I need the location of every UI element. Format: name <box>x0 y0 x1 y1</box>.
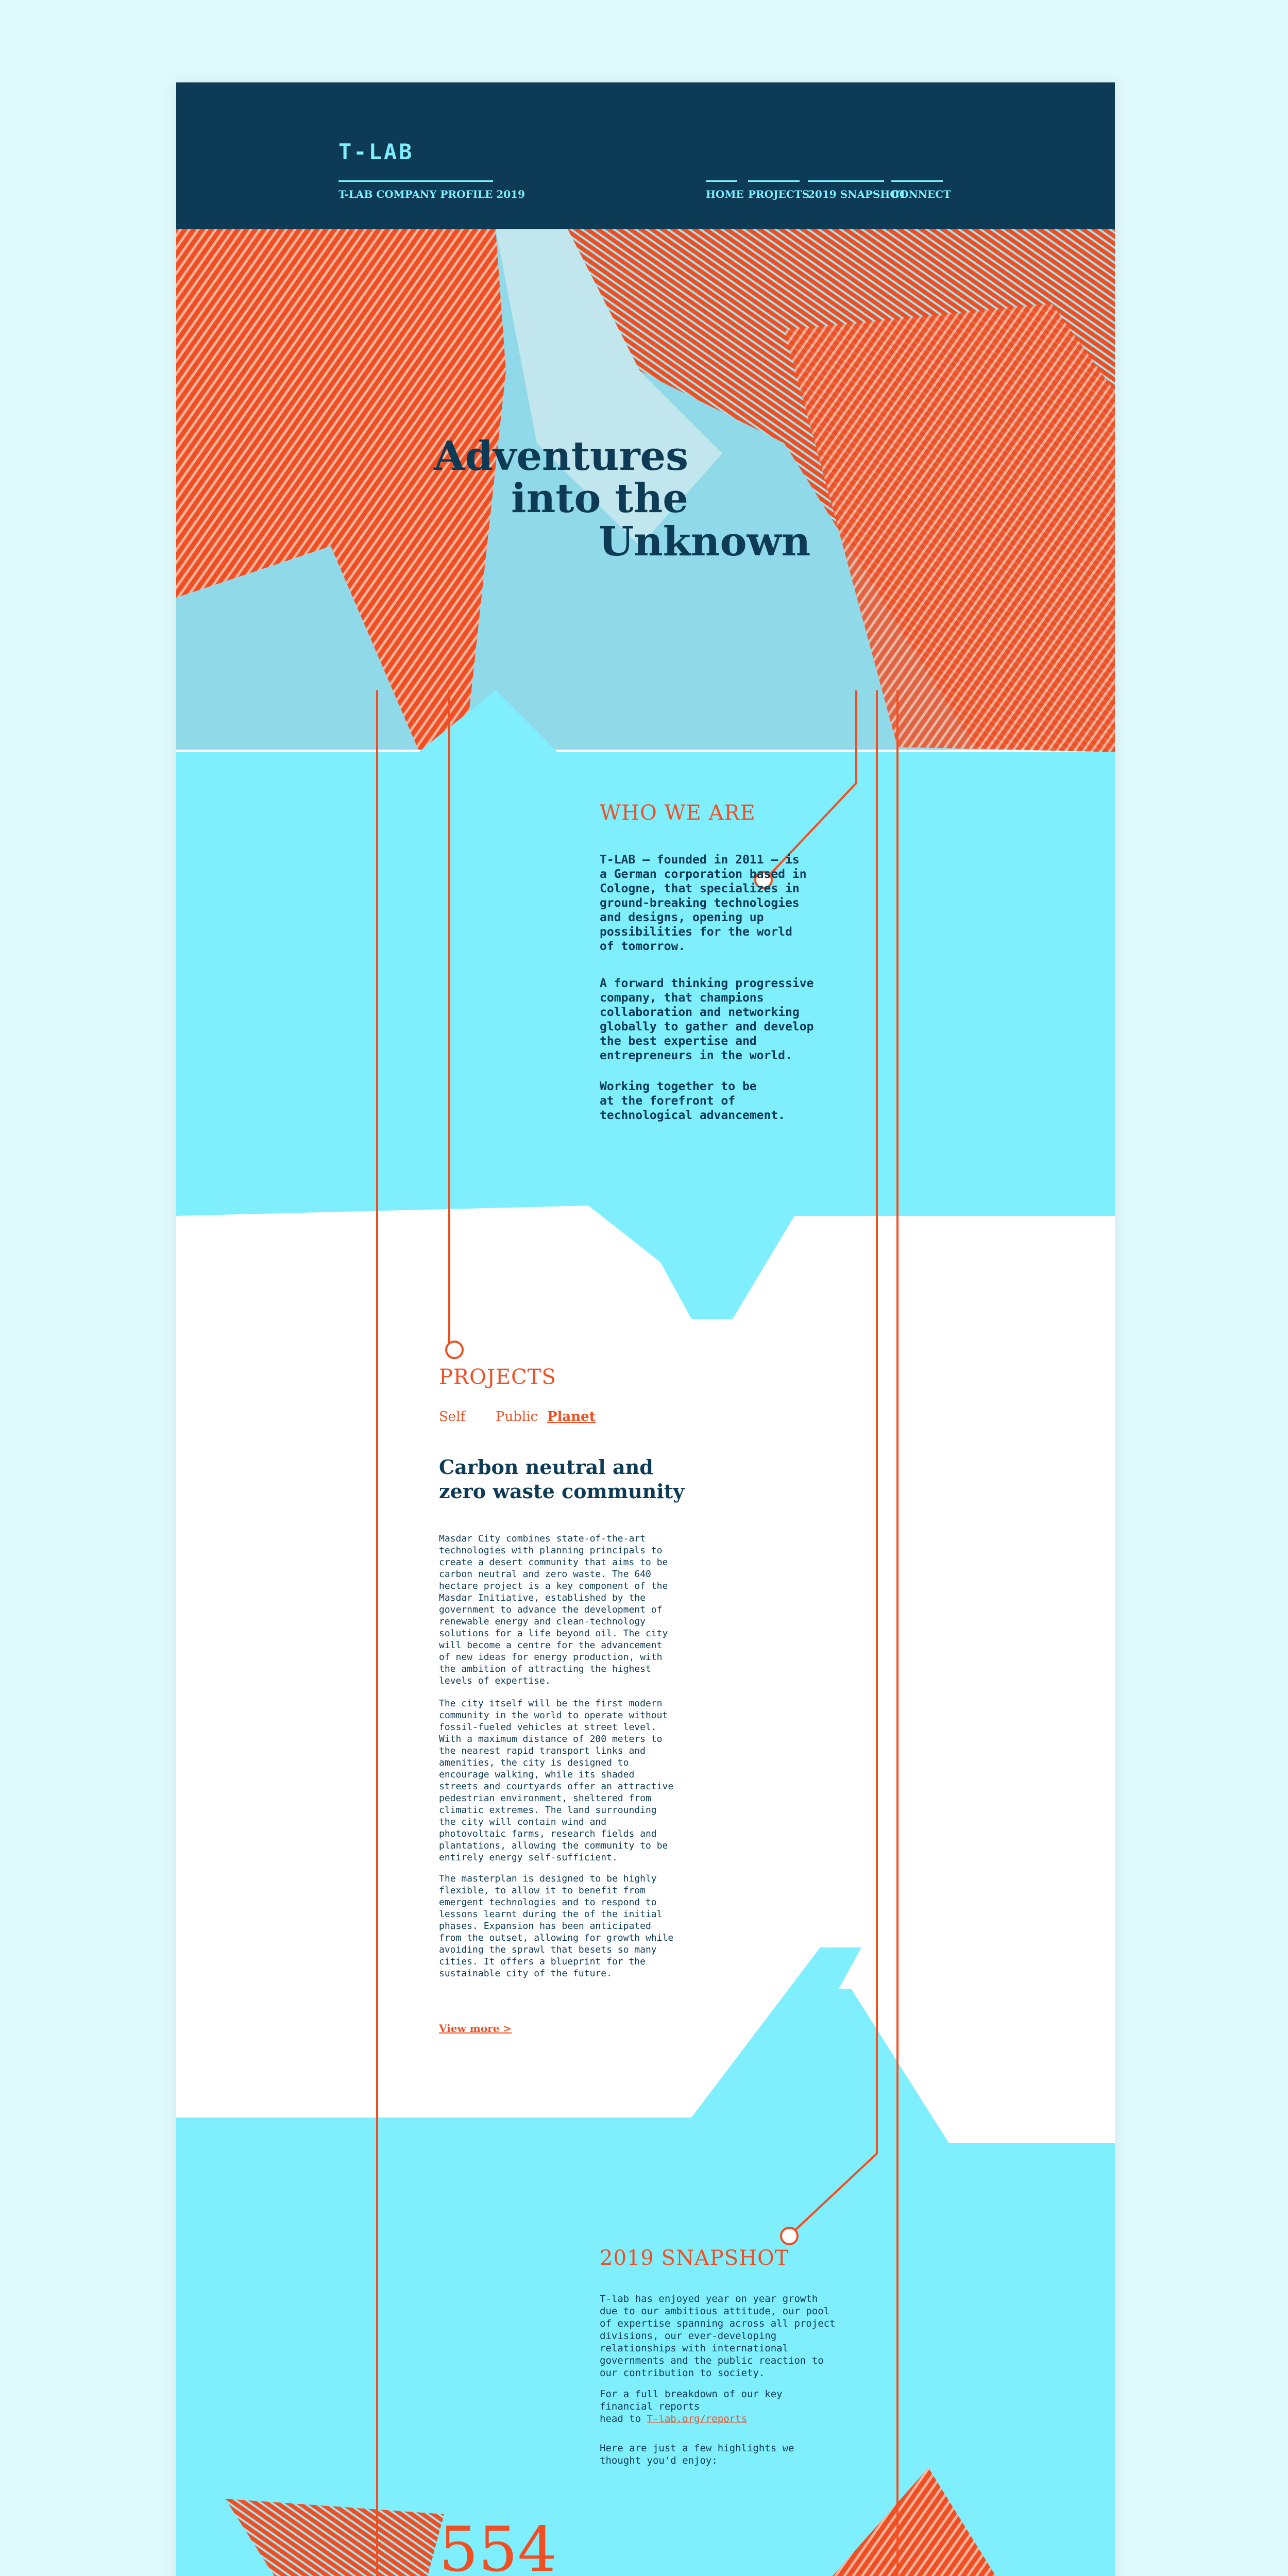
who-title: WHO WE ARE <box>600 801 756 825</box>
tab-public[interactable]: Public <box>496 1409 538 1425</box>
project-heading-line1: Carbon neutral and <box>439 1455 653 1479</box>
logo-underline <box>338 180 493 182</box>
nav-home[interactable]: HOME <box>706 188 744 200</box>
project-heading-line2: zero waste community <box>439 1480 685 1503</box>
snapshot-report-prefix: head to <box>600 2413 647 2425</box>
header <box>176 82 1115 229</box>
snapshot-paragraph-2: For a full breakdown of our key financial reports <box>600 2388 783 2412</box>
nav-connect[interactable]: CONNECT <box>891 188 951 200</box>
nav-rule-connect <box>891 180 943 182</box>
snapshot-paragraph-3: Here are just a few highlights we thought you'd enjoy: <box>600 2443 794 2466</box>
snapshot-section-bg <box>176 1989 1115 2576</box>
nav-snapshot[interactable]: 2019 SNAPSHOT <box>808 188 907 200</box>
nav-rule-snapshot <box>808 180 884 182</box>
reports-link[interactable]: T-lab.org/reports <box>647 2413 747 2425</box>
project-paragraph-2: The city itself will be the first modern community in the world to operate without fossil-fueled vehicles at street level. With a maximum distance of 200 meters to the nearest rapid transport links and amenities, the city is designed to encourage walking, while its shaded streets and courtyards offer an attractive pedestrian environment, sheltered from climatic extremes. The land surrounding the city will contain wind and photovoltaic farms, research fields and plantations, allowing the community to be entirely energy self-sufficient. <box>439 1698 674 1863</box>
who-paragraph-1: T-LAB – founded in 2011 – is a German corporation based in Cologne, that specializes in ground-breaking technologies and designs, opening up possibilities for the world of tomorrow. <box>600 853 807 953</box>
hero-title-line3: Unknown <box>599 518 811 565</box>
tab-planet[interactable]: Planet <box>547 1409 596 1425</box>
header-subtitle: T-LAB COMPANY PROFILE 2019 <box>338 188 525 200</box>
nav-rule-home <box>706 180 737 182</box>
stat-value-554: 554 <box>439 2514 557 2576</box>
nav-projects[interactable]: PROJECTS <box>748 188 810 200</box>
view-more-link[interactable]: View more > <box>439 2022 512 2035</box>
projects-title: PROJECTS <box>439 1365 556 1389</box>
who-paragraph-2: A forward thinking progressive company, that champions collaboration and networking globally to gather and develop the best expertise and entrepreneurs in the world. <box>600 977 814 1062</box>
project-paragraph-3: The masterplan is designed to be highly flexible, to allow it to benefit from emergent technologies and to respond to lessons learnt during the of the initial phases. Expansion has been anticipated from the outset, allowing for growth while avoiding the sprawl that besets so many cities. It offers a blueprint for the sustainable city of the future. <box>439 1873 674 1979</box>
page <box>176 82 1115 2576</box>
hero-title-line2: into the <box>511 475 688 522</box>
snapshot-paragraph-1: T-lab has enjoyed year on year growth due to our ambitious attitude, our pool of expertise spanning across all project divisions, our ever-developing relationships with international governments and the public reaction to our contribution to society. <box>600 2293 836 2379</box>
logo[interactable]: T-LAB <box>338 139 414 164</box>
project-paragraph-1: Masdar City combines state-of-the-art technologies with planning principals to create a desert community that aims to be carbon neutral and zero waste. The 640 hectare project is a key component of the Masdar Initiative, established by the government to advance the development of renewable energy and clean-technology solutions for a life beyond oil. The city will become a centre for the advancement of new ideas for energy production, with the ambition of attracting the highest levels of expertise. <box>439 1533 668 1686</box>
who-paragraph-3: Working together to be at the forefront of technological advancement. <box>600 1080 786 1122</box>
tab-self[interactable]: Self <box>439 1409 466 1425</box>
nav-rule-projects <box>748 180 800 182</box>
snapshot-title: 2019 SNAPSHOT <box>600 2246 789 2270</box>
snapshot-report-line <box>600 2413 747 2425</box>
hero-title-line1: Adventures <box>434 433 689 480</box>
